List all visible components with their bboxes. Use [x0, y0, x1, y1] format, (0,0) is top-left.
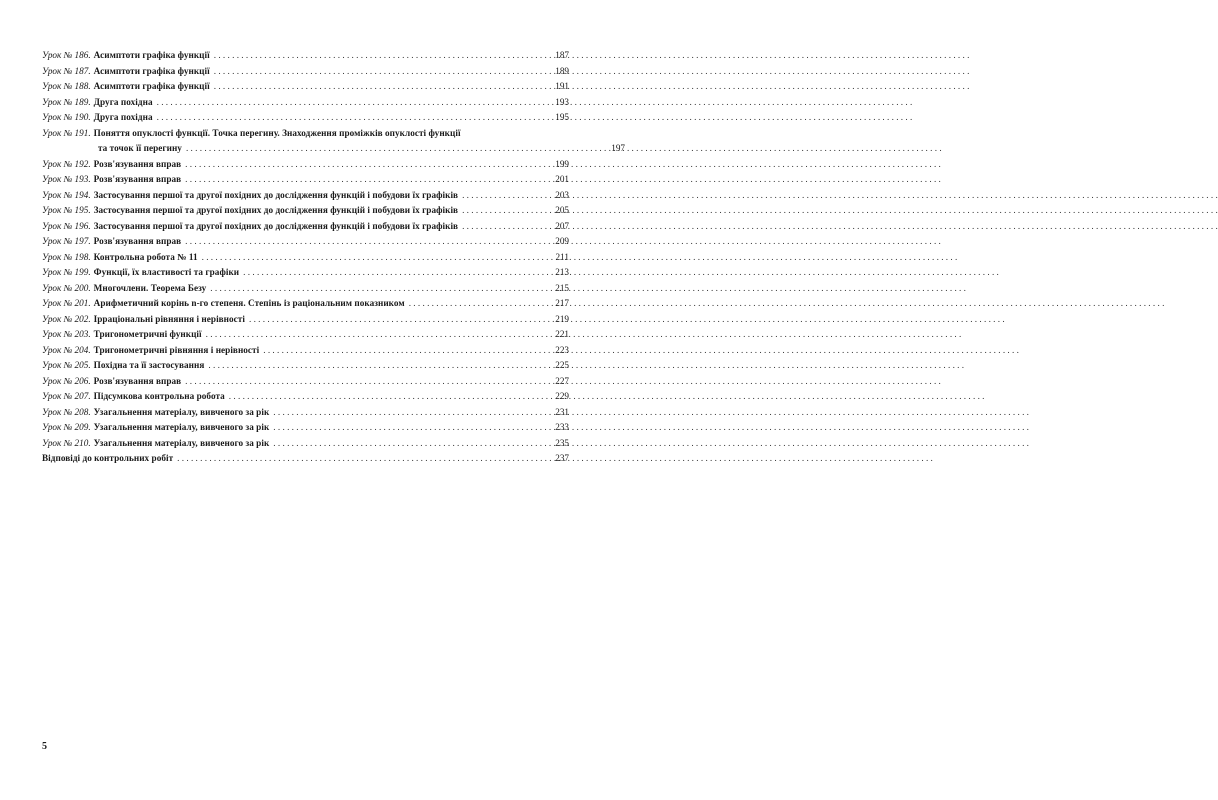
lesson-number: Урок № 198. — [42, 251, 91, 262]
toc-entry-205[interactable] — [42, 358, 569, 374]
toc-entry-189[interactable] — [42, 95, 569, 111]
lesson-number: Урок № 210. — [42, 437, 91, 448]
lesson-number: Урок № 194. — [42, 189, 91, 200]
lesson-number: Урок № 209. — [42, 422, 91, 432]
lesson-number: Урок № 203. — [42, 329, 91, 339]
toc-entry-196[interactable] — [42, 219, 569, 235]
toc-entry-190[interactable] — [42, 110, 569, 126]
page-number: 191 — [555, 81, 569, 91]
lesson-number: Урок № 187. — [42, 65, 91, 76]
page-number: 223 — [555, 344, 569, 355]
lesson-title: Похідна та її застосування — [93, 360, 205, 370]
lesson-number: Урок № 186. — [42, 50, 91, 60]
toc-entry-186[interactable] — [42, 48, 569, 64]
lesson-title: Друга похідна — [93, 96, 153, 107]
toc-entry-188[interactable] — [42, 79, 569, 95]
toc-entry-203[interactable] — [42, 327, 569, 343]
leader-dots — [263, 343, 549, 359]
leader-dots — [409, 296, 549, 312]
page-number: 235 — [555, 437, 569, 448]
lesson-title: Тригонометричні функції — [93, 329, 202, 339]
lesson-title: Розв'язування вправ — [93, 236, 182, 246]
leader-dots — [229, 389, 549, 405]
leader-dots — [214, 64, 549, 80]
page-number: 207 — [555, 220, 569, 231]
leader-dots — [214, 48, 549, 64]
leader-dots — [185, 234, 549, 250]
page-number: 237 — [555, 453, 569, 463]
page-number: 217 — [555, 298, 569, 308]
page-number: 205 — [555, 205, 569, 215]
lesson-number: Урок № 202. — [42, 313, 91, 324]
lesson-title: Асимптоти графіка функції — [93, 81, 210, 91]
lesson-title: Тригонометричні рівняння і нерівності — [93, 344, 260, 355]
lesson-title: Асимптоти графіка функції — [93, 65, 210, 76]
lesson-title: Многочлени. Теорема Безу — [93, 282, 207, 293]
page-number: 199 — [555, 158, 569, 169]
toc-entry-194[interactable] — [42, 188, 569, 204]
leader-dots — [243, 265, 549, 281]
lesson-number: Урок № 189. — [42, 96, 91, 107]
toc-entry-204[interactable] — [42, 343, 569, 359]
page-number: 187 — [555, 50, 569, 60]
page-number: 203 — [555, 189, 569, 200]
leader-dots — [273, 420, 549, 436]
lesson-title: Друга похідна — [93, 112, 153, 122]
leader-dots — [202, 250, 549, 266]
leader-dots — [185, 157, 549, 173]
lesson-number: Урок № 195. — [42, 205, 91, 215]
lesson-number: Урок № 204. — [42, 344, 91, 355]
page-number: 231 — [555, 406, 569, 417]
leader-dots — [208, 358, 549, 374]
toc-entry-193[interactable] — [42, 172, 569, 188]
toc-entry-208[interactable] — [42, 405, 569, 421]
lesson-number: Урок № 188. — [42, 81, 91, 91]
leader-dots — [462, 219, 549, 235]
lesson-number: Урок № 191. — [42, 127, 91, 138]
lesson-title-line2: та точок її перегину — [98, 143, 182, 153]
page-number: 215 — [555, 282, 569, 293]
toc-entry-197[interactable] — [42, 234, 569, 250]
toc-entry-206[interactable] — [42, 374, 569, 390]
toc-entry-198[interactable] — [42, 250, 569, 266]
leader-dots — [177, 451, 549, 467]
lesson-number: Урок № 197. — [42, 236, 91, 246]
lesson-title: Підсумкова контрольна робота — [93, 391, 225, 401]
leader-dots — [273, 405, 549, 421]
leader-dots — [210, 281, 549, 297]
page-number: 189 — [555, 65, 569, 76]
lesson-title-line1: Поняття опуклості функції. Точка перегину. Знаходження проміжків опуклості функції — [93, 127, 461, 138]
page-number: 209 — [555, 236, 569, 246]
page-number: 193 — [555, 96, 569, 107]
leader-dots — [462, 188, 549, 204]
lesson-number: Урок № 190. — [42, 112, 91, 122]
lesson-number: Урок № 205. — [42, 360, 91, 370]
page-number: 233 — [555, 422, 569, 432]
leader-dots — [157, 95, 549, 111]
lesson-number: Урок № 208. — [42, 406, 91, 417]
lesson-title: Розв'язування вправ — [93, 158, 182, 169]
leader-dots — [462, 203, 549, 219]
toc-entry-209[interactable] — [42, 420, 569, 436]
toc-entry-195[interactable] — [42, 203, 569, 219]
page-number: 201 — [555, 174, 569, 184]
toc-entry-200[interactable] — [42, 281, 569, 297]
lesson-title: Розв'язування вправ — [93, 174, 182, 184]
lesson-title: Узагальнення матеріалу, вивченого за рік — [93, 422, 270, 432]
toc-entry-191[interactable] — [42, 126, 625, 157]
leader-dots — [214, 79, 549, 95]
toc-entry-199[interactable] — [42, 265, 569, 281]
toc-entry-207[interactable] — [42, 389, 569, 405]
toc-entry-answers[interactable] — [42, 451, 569, 467]
leader-dots — [249, 312, 549, 328]
leader-dots — [206, 327, 549, 343]
lesson-number: Урок № 207. — [42, 391, 91, 401]
lesson-title: Розв'язування вправ — [93, 375, 182, 386]
table-of-contents — [42, 48, 625, 467]
page-number: 229 — [555, 391, 569, 401]
lesson-number: Урок № 206. — [42, 375, 91, 386]
page-number: 225 — [555, 360, 569, 370]
toc-entry-187[interactable] — [42, 64, 569, 80]
page-number: 219 — [555, 313, 569, 324]
lesson-title: Контрольна робота № 11 — [93, 251, 198, 262]
lesson-title: Арифметичний корінь n-го степеня. Степінь із раціональним показником — [93, 298, 405, 308]
lesson-title: Застосування першої та другої похідних до дослідження функцій і побудови їх графіків — [93, 220, 459, 231]
lesson-number: Урок № 196. — [42, 220, 91, 231]
toc-entry-210[interactable] — [42, 436, 569, 452]
page-number: 227 — [555, 375, 569, 386]
lesson-title: Застосування першої та другої похідних до дослідження функцій і побудови їх графіків — [93, 189, 459, 200]
lesson-number: Урок № 193. — [42, 174, 91, 184]
leader-dots — [273, 436, 549, 452]
leader-dots — [185, 374, 549, 390]
page-number: 211 — [555, 251, 569, 262]
toc-entry-202[interactable] — [42, 312, 569, 328]
lesson-title: Узагальнення матеріалу, вивченого за рік — [93, 406, 270, 417]
lesson-title: Ірраціональні рівняння і нерівності — [93, 313, 245, 324]
lesson-title: Застосування першої та другої похідних до дослідження функцій і побудови їх графіків — [93, 205, 459, 215]
footer-page-number: 5 — [42, 741, 47, 752]
lesson-number: Урок № 200. — [42, 282, 91, 293]
leader-dots — [157, 110, 549, 126]
section-title: Відповіді до контрольних робіт — [42, 453, 174, 463]
toc-entry-192[interactable] — [42, 157, 569, 173]
lesson-number: Урок № 192. — [42, 158, 91, 169]
lesson-title: Функції, їх властивості та графіки — [93, 267, 240, 277]
lesson-number: Урок № 199. — [42, 267, 91, 277]
page-number: 213 — [555, 267, 569, 277]
page-number: 221 — [555, 329, 569, 339]
leader-dots — [186, 141, 605, 157]
page-number: 195 — [555, 112, 569, 122]
lesson-number: Урок № 201. — [42, 298, 91, 308]
page-number: 197 — [611, 143, 625, 153]
toc-entry-201[interactable] — [42, 296, 569, 312]
leader-dots — [185, 172, 549, 188]
lesson-title: Асимптоти графіка функції — [93, 50, 210, 60]
lesson-title: Узагальнення матеріалу, вивченого за рік — [93, 437, 270, 448]
